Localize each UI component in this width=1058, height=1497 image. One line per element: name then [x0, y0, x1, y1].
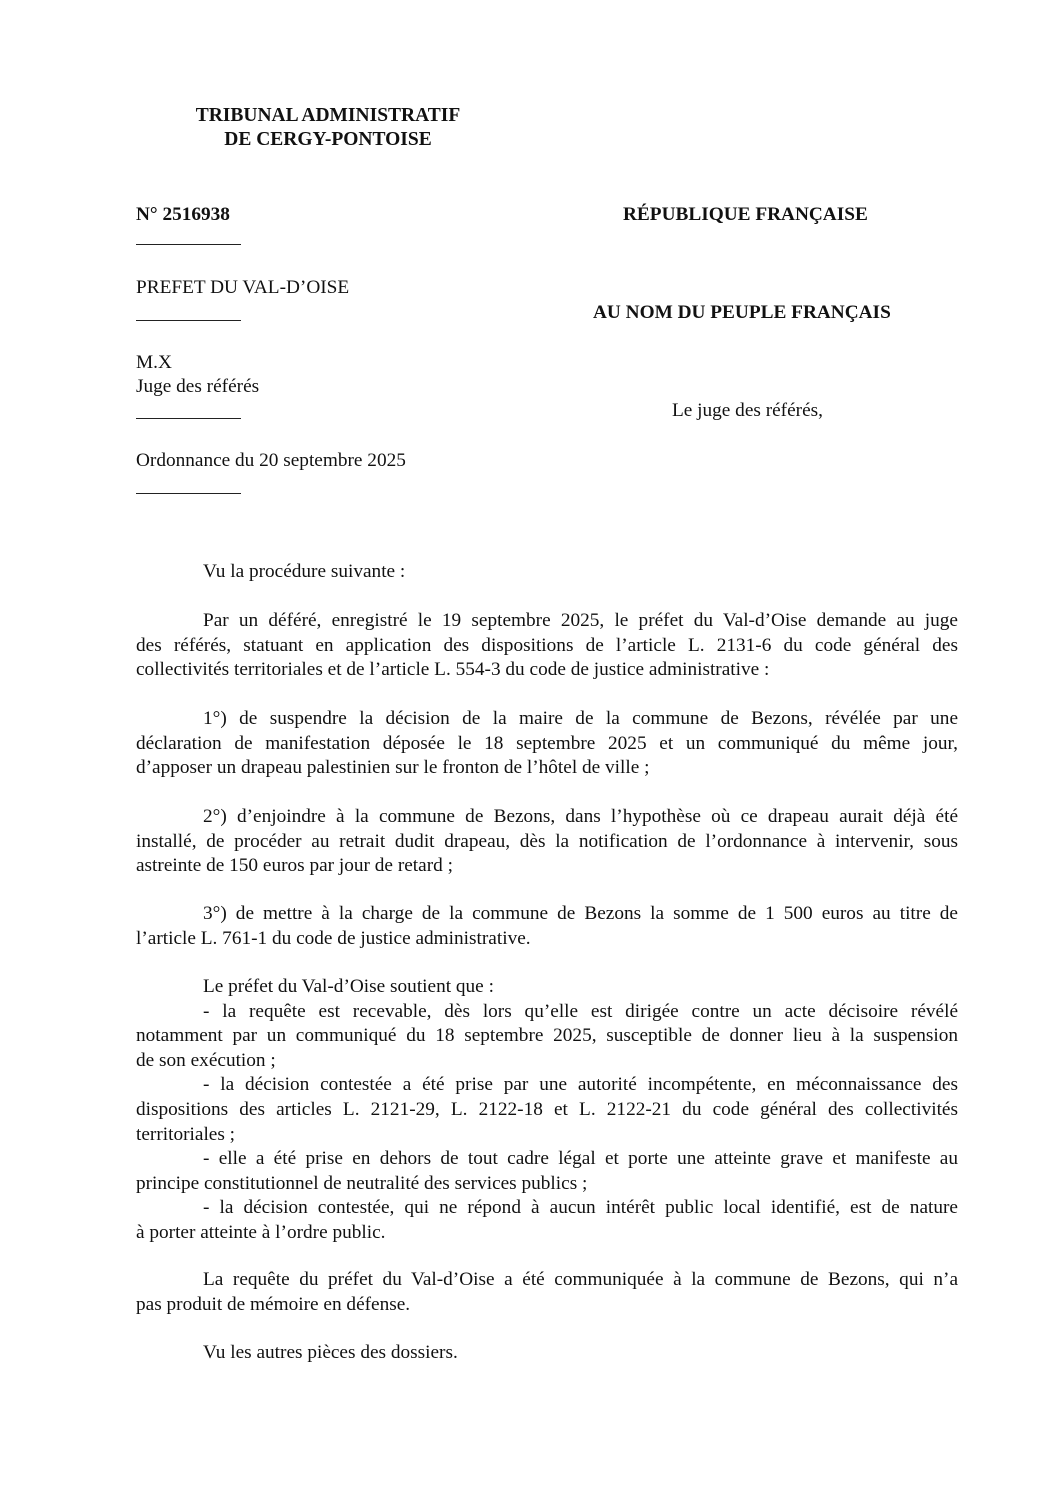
judge-role: Juge des référés: [136, 376, 260, 397]
text-line: de son exécution ;: [136, 1049, 276, 1071]
text-line: Le préfet du Val-d’Oise soutient que :: [203, 976, 494, 997]
text-line: l’article L. 761-1 du code de justice administrative.: [136, 927, 531, 949]
text-line: d’apposer un drapeau palestinien sur le fronton de l’hôtel de ville ;: [136, 757, 650, 779]
text-line: Par un déféré, enregistré le 19 septembre 2025, le préfet du Val-d’Oise demande au juge: [203, 610, 958, 631]
text-line: La requête du préfet du Val-d’Oise a été communiquée à la commune de Bezons, qui n’a: [203, 1269, 958, 1290]
deferral-paragraph: [136, 609, 958, 683]
arguments-section: [136, 975, 958, 1246]
request-1-paragraph: [136, 707, 958, 781]
communication-paragraph: [136, 1268, 958, 1317]
in-the-name-heading: AU NOM DU PEUPLE FRANÇAIS: [593, 302, 891, 323]
party-name: PREFET DU VAL-D’OISE: [136, 277, 350, 298]
text-line: - la requête est recevable, dès lors qu’elle est dirigée contre un acte décisoire révélé: [203, 1000, 958, 1022]
procedure-intro: [136, 560, 958, 585]
text-line: 1°) de suspendre la décision de la maire de la commune de Bezons, révélée par une: [203, 708, 958, 729]
separator-rule: [136, 244, 241, 245]
text-line: - la décision contestée a été prise par une autorité incompétente, en méconnaissance des: [203, 1074, 958, 1096]
text-line: 2°) d’enjoindre à la commune de Bezons, dans l’hypothèse où ce drapeau aurait déjà été: [203, 806, 958, 827]
text-line: 3°) de mettre à la charge de la commune de Bezons la somme de 1 500 euros au titre de: [203, 903, 958, 924]
text-line: principe constitutionnel de neutralité des services publics ;: [136, 1172, 588, 1194]
court-name-line-1: TRIBUNAL ADMINISTRATIF: [195, 105, 461, 126]
request-3-paragraph: [136, 902, 958, 951]
judge-name: M.X: [136, 352, 172, 373]
text-line: territoriales ;: [136, 1123, 236, 1145]
request-2-paragraph: [136, 805, 958, 879]
text-line: collectivités territoriales et de l’article L. 554-3 du code de justice administrative :: [136, 659, 770, 681]
text-line: pas produit de mémoire en défense.: [136, 1293, 411, 1315]
text-line: Vu la procédure suivante :: [203, 561, 406, 582]
judge-heading: Le juge des référés,: [672, 400, 823, 421]
text-line: dispositions des articles L. 2121-29, L. 2122-18 et L. 2122-21 du code général des collectivités: [136, 1098, 958, 1120]
text-line: installé, de procéder au retrait dudit drapeau, dès la notification de l’ordonnance à intervenir, sous: [136, 830, 958, 852]
republic-heading: RÉPUBLIQUE FRANÇAISE: [623, 204, 868, 225]
case-number: N° 2516938: [136, 204, 230, 225]
text-line: notamment par un communiqué du 18 septembre 2025, susceptible de donner lieu à la suspension: [136, 1025, 958, 1047]
text-line: - la décision contestée, qui ne répond à aucun intérêt public local identifié, est de nature: [203, 1197, 958, 1219]
text-line: Vu les autres pièces des dossiers.: [203, 1342, 458, 1363]
order-date: Ordonnance du 20 septembre 2025: [136, 450, 406, 471]
separator-rule: [136, 493, 241, 494]
text-line: - elle a été prise en dehors de tout cadre légal et porte une atteinte grave et manifeste au: [203, 1148, 958, 1170]
text-line: astreinte de 150 euros par jour de retard ;: [136, 855, 453, 877]
separator-rule: [136, 418, 241, 419]
text-line: déclaration de manifestation déposée le 18 septembre 2025 et un communiqué du même jour,: [136, 732, 958, 754]
other-documents: [136, 1341, 958, 1366]
separator-rule: [136, 320, 241, 321]
text-line: des référés, statuant en application des dispositions de l’article L. 2131-6 du code général des: [136, 634, 958, 656]
court-name-line-2: DE CERGY-PONTOISE: [224, 129, 432, 150]
text-line: à porter atteinte à l’ordre public.: [136, 1221, 386, 1243]
